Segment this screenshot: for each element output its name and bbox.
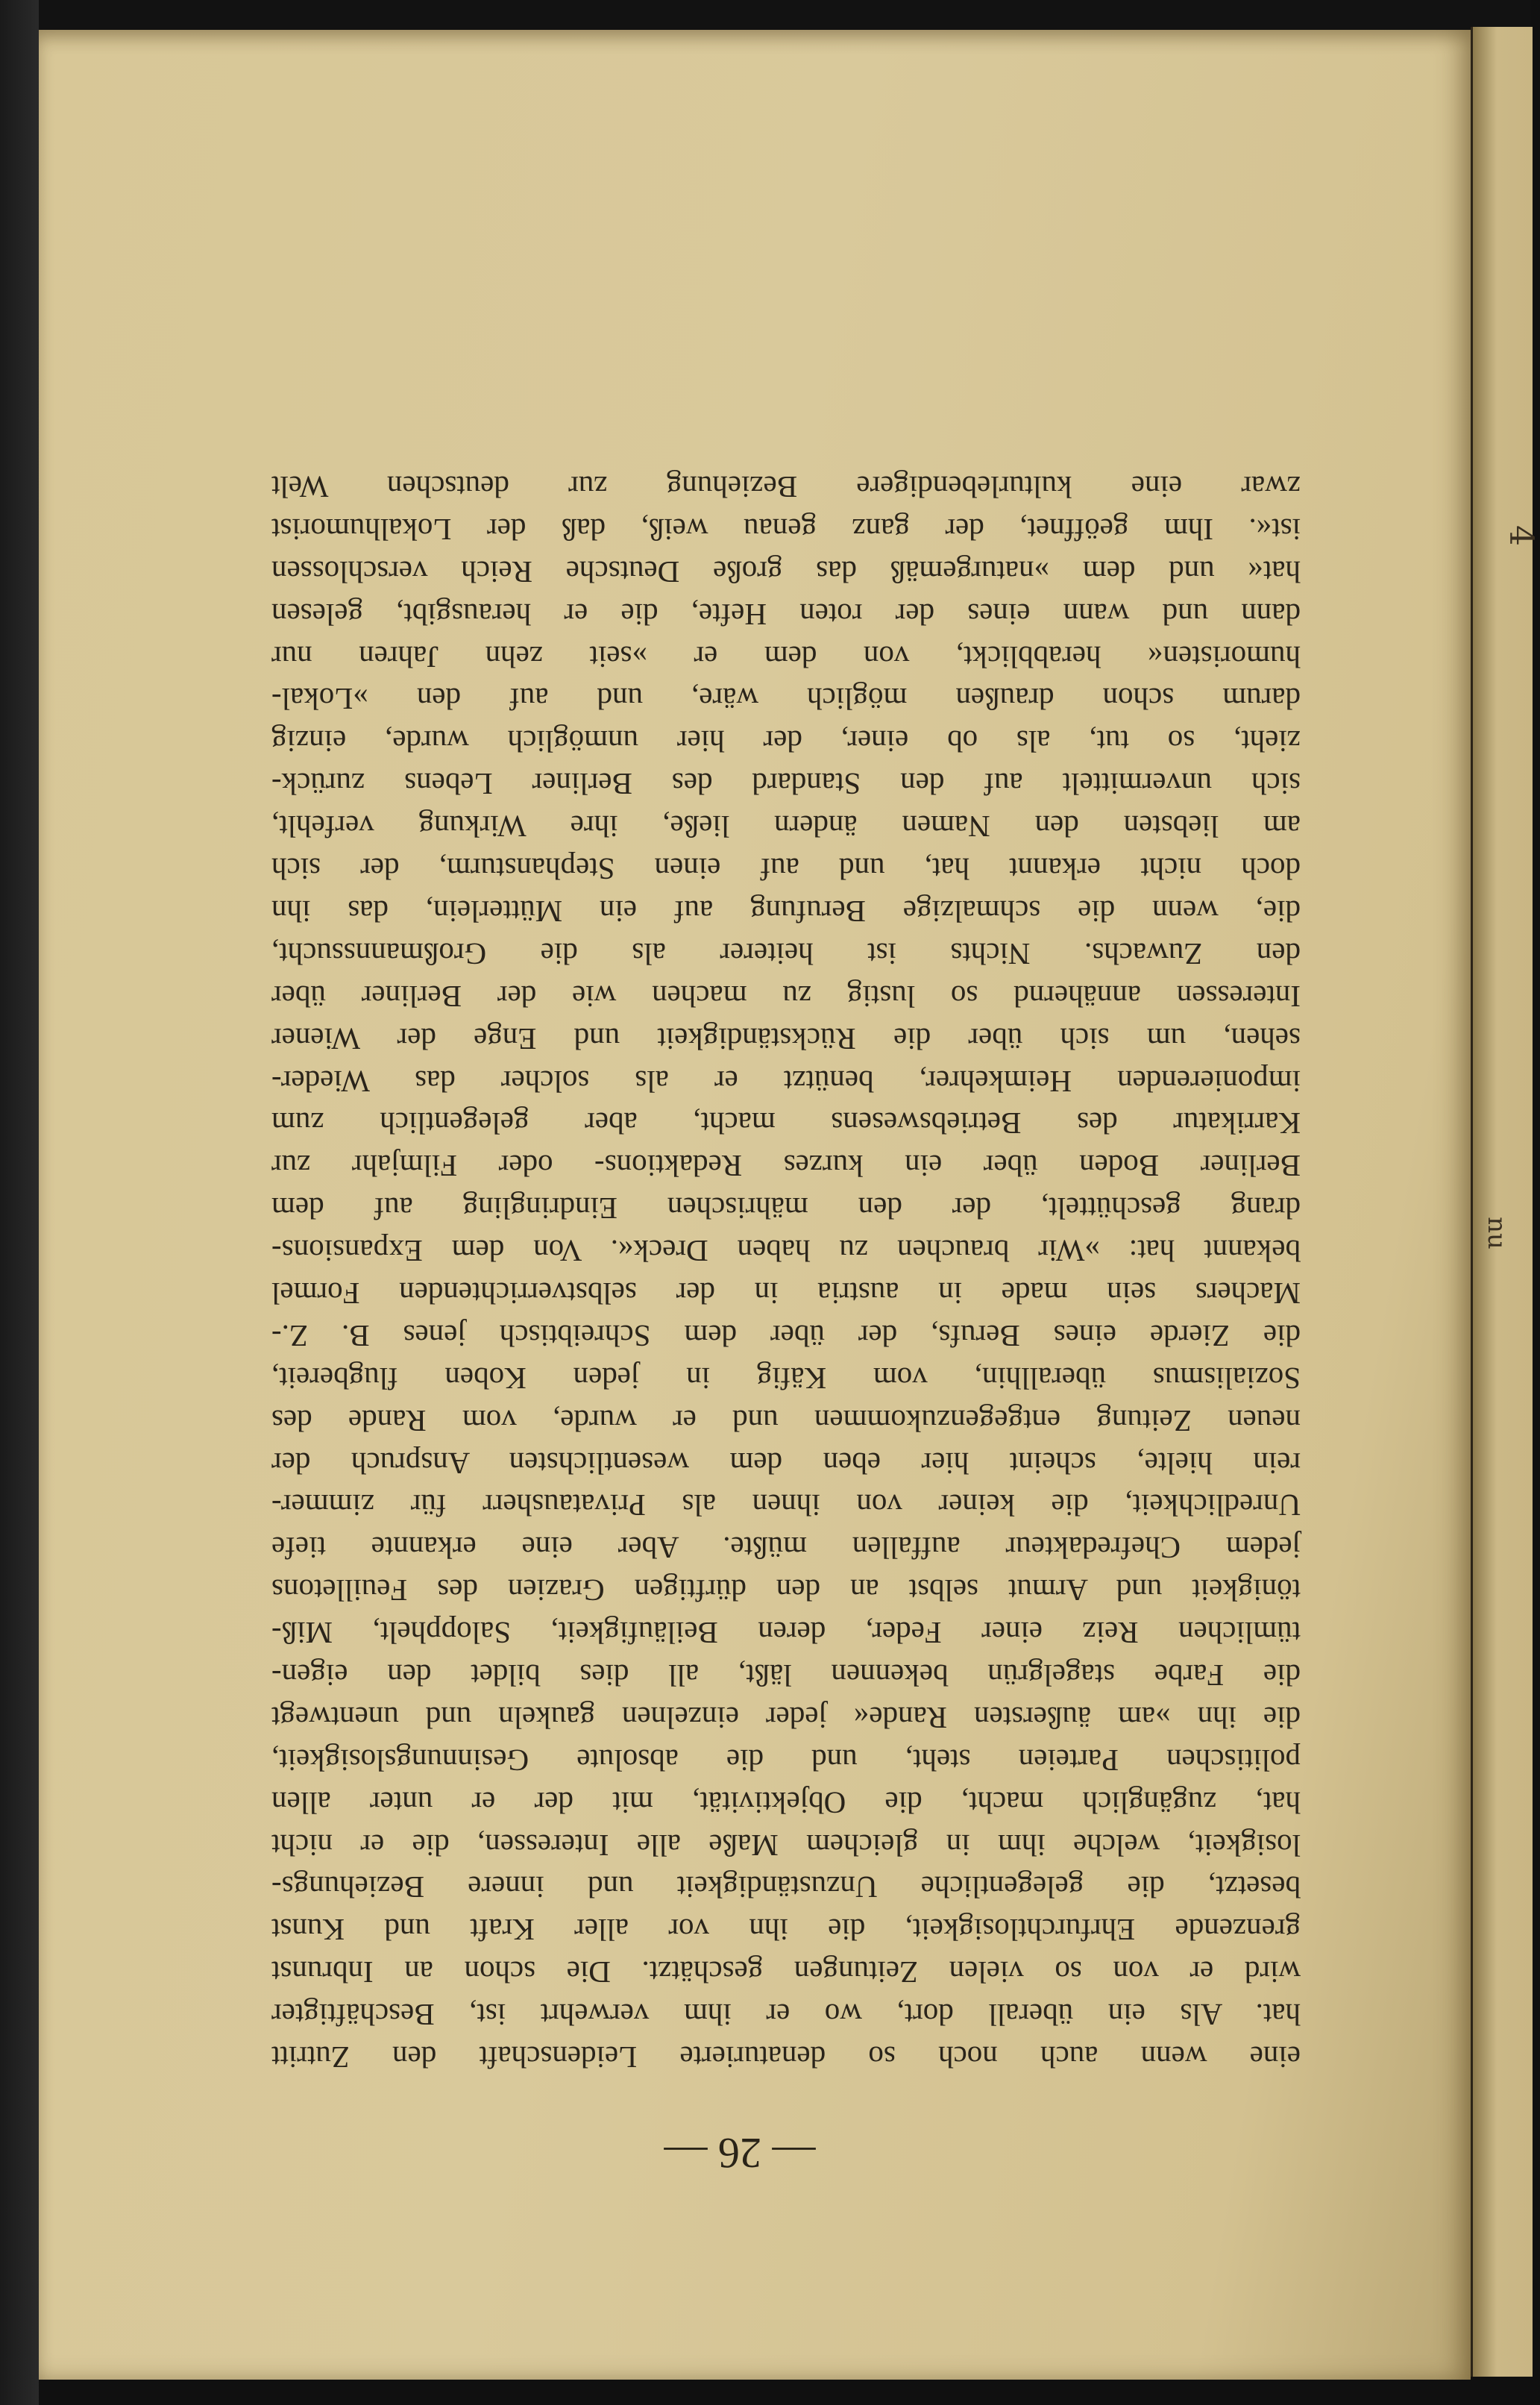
text-line: losigkeit, welche ihm in gleichem Maße alle Interessen, die er nicht xyxy=(271,1828,1301,1863)
adjacent-page-mark-lower: nu xyxy=(1481,1217,1512,1249)
text-line: besetzt, die gelegentliche Unzuständigkeit und innere Beziehungs- xyxy=(271,1870,1301,1905)
text-line: Interessen annähernd so lustig zu machen wie der Berliner über xyxy=(271,979,1301,1014)
text-line: bekannt hat: »Wir brauchen zu haben Dreck«. Von dem Expansions- xyxy=(271,1234,1301,1269)
text-line: hat« und dem »naturgemäß das große Deutsche Reich verschlossen xyxy=(271,554,1301,589)
top-shadow xyxy=(0,0,1530,30)
text-line: grenzende Ehrfurchtlosigkeit, die ihn vor aller Kraft und Kunst xyxy=(271,1913,1301,1948)
adjacent-page-edge xyxy=(1471,27,1540,2377)
text-line: eine wenn auch noch so denaturierte Leidenschaft den Zutritt xyxy=(271,2040,1301,2075)
text-line: wird er von so vielen Zeitungen geschätzt. Die schon an Inbrunst xyxy=(271,1955,1301,1990)
body-text xyxy=(271,465,1301,2078)
text-line: hat. Als ein überall dort, wo er ihm verwehrt ist, Beschäftigter xyxy=(271,1998,1301,2033)
page-number: — 26 — xyxy=(664,2129,816,2177)
text-line: zwar eine kulturlebendigere Beziehung zur deutschen Welt xyxy=(271,470,1301,505)
left-shadow xyxy=(0,0,39,2405)
text-line: Karrikatur des Betriebswesens macht, aber gelegentlich zum xyxy=(271,1106,1301,1141)
text-line: die, wenn die schmalzige Berufung auf ein Mütterlein, das ihn xyxy=(271,894,1301,929)
text-line: politischen Parteien steht, und die absolute Gesinnungslosigkeit, xyxy=(271,1743,1301,1778)
text-line: drang geschüttelt, der den mährischen Eindringling auf dem xyxy=(271,1191,1301,1226)
text-line: tönigkeit und Armut selbst an den dürftigen Grazien des Feuilletons xyxy=(271,1573,1301,1608)
text-line: imponierenden Heimkehrer, benützt er als solcher das Wieder- xyxy=(271,1064,1301,1099)
text-line: dann und wann eines der roten Hefte, die er herausgibt, gelesen xyxy=(271,597,1301,632)
text-line: darum schon draußen möglich wäre, und auf den »Lokal- xyxy=(271,682,1301,717)
text-line: am liebsten den Namen ändern ließe, ihre Wirkung verfehlt, xyxy=(271,809,1301,844)
text-line: den Zuwachs. Nichts ist heiterer als die Großmannssucht, xyxy=(271,936,1301,971)
text-line: Sozialismus überallhin, vom Käfig in jeden Koben flugbereit, xyxy=(271,1361,1301,1396)
text-line: die ihn »am äußersten Rande« jeder einzelnen gaukeln und unentwegt xyxy=(271,1700,1301,1735)
text-line: Berliner Boden über ein kurzes Redaktions- oder Filmjahr zur xyxy=(271,1149,1301,1184)
text-line: Unredlichkeit, die keiner von ihnen als Privatausherr für zimmer- xyxy=(271,1488,1301,1523)
text-line: hat, zugänglich macht, die Objektivität, mit der er unter allen xyxy=(271,1785,1301,1820)
text-line: humoristen« herabblickt, von dem er »seit zehn Jahren nur xyxy=(271,639,1301,674)
text-line: Machers sein made in austria in der selbstverrichtenden Formel xyxy=(271,1276,1301,1311)
inverted-page-content xyxy=(39,30,1471,2380)
text-line: die Farbe stagelgrün bekennen läßt, all dies bildet den eigen- xyxy=(271,1658,1301,1693)
book-page xyxy=(39,30,1471,2380)
text-line: sich unvermittelt auf den Standard des Berliner Lebens zurück- xyxy=(271,767,1301,802)
text-line: doch nicht erkannt hat, und auf einen Stephansturm, der sich xyxy=(271,852,1301,887)
text-line: die Zierde eines Berufs, der über dem Schreibtisch jenes B. Z.- xyxy=(271,1318,1301,1353)
text-line: rein hielte, scheint hier eben dem wesentlichsten Anspruch der xyxy=(271,1446,1301,1481)
text-line: tümlichen Reiz einer Feder, deren Beiläufigkeit, Salopphelt, Miß- xyxy=(271,1616,1301,1651)
text-line: neuen Zeitung entgegenzukommen und er wurde, vom Rande des xyxy=(271,1403,1301,1438)
text-line: ist«. Ihm geöffnet, der ganz genau weiß, daß der Lokalhumorist xyxy=(271,512,1301,547)
text-line: zieht, so tut, als ob einer, der hier unmöglich wurde, einzig xyxy=(271,724,1301,759)
text-line: sehen, um sich über die Rückständigkeit und Enge der Wiener xyxy=(271,1021,1301,1056)
text-line: jedem Chefredakteur auffallen müßte. Aber eine erkannte tiefe xyxy=(271,1531,1301,1566)
adjacent-page-mark-upper: 4 xyxy=(1502,525,1540,546)
